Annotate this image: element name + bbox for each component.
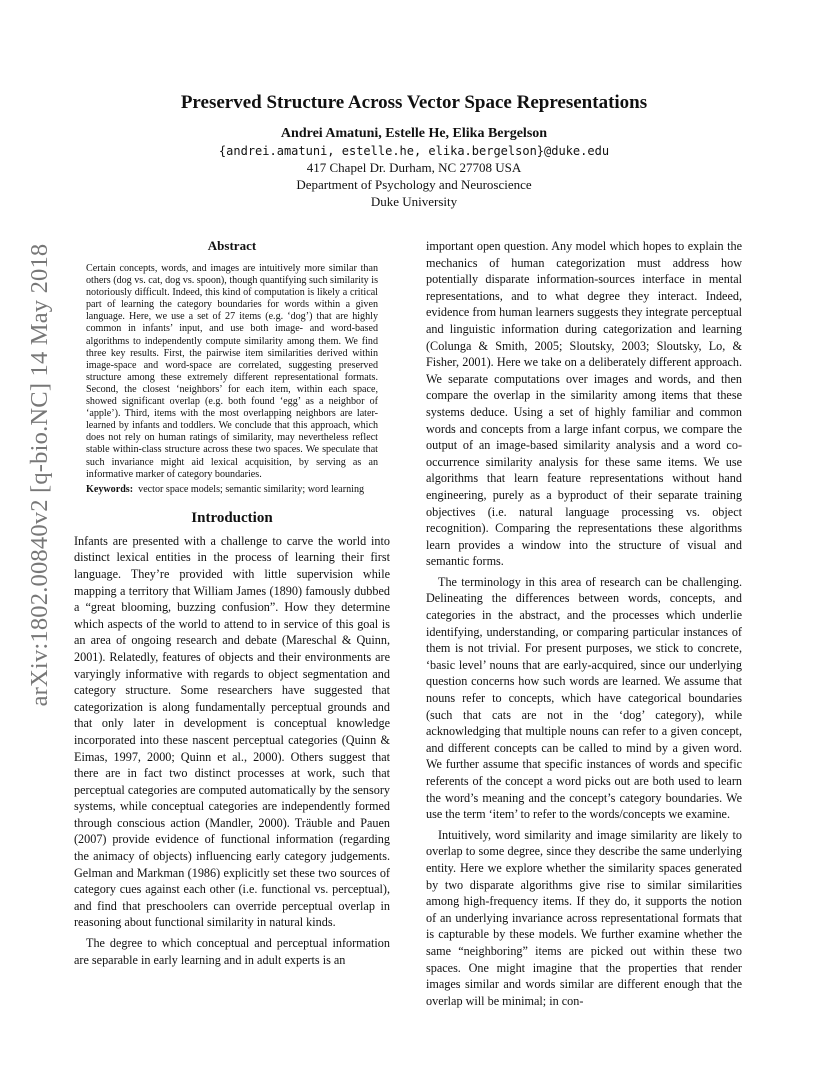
author-list: Andrei Amatuni, Estelle He, Elika Bergelson xyxy=(280,126,548,141)
author-address: 417 Chapel Dr. Durham, NC 27708 USA xyxy=(306,160,522,175)
keywords xyxy=(86,484,378,496)
introduction-paragraph-2-continued: important open question. Any model which hopes to explain the mechanics of human categorization must address how potentially disparate information-sources interface in mental representations, and to what degree they interact. Indeed, evidence from human learners suggests they integrate perceptual and linguistic information during categorization and learning (Colunga & Smith, 2005; Sloutsky, 2003; Sloutsky, Lo, & Fisher, 2001). Here we take on a deliberately different approach. We separate computations over images and words, and then compare the overlap in the similarity among items that these systems deduce. Using a set of highly familiar and common words and concepts from a large infant corpus, we compare the output of an image-based similarity analysis and a word co-occurrence similarity analysis for these same items. We use algorithms that learn feature representations without hand engineering, purely as a byproduct of their separate training objectives (i.e. natural language processing vs. object recognition). Comparing the representations these algorithms learn provides a window into the structure of visual and semantic forms. xyxy=(426,239,742,569)
abstract-heading: Abstract xyxy=(207,238,257,253)
keywords-text: vector space models; semantic similarity; word learning xyxy=(138,483,365,495)
abstract-body: Certain concepts, words, and images are intuitively more similar than others (dog vs. cat, dog vs. spoon), though quantifying such similarity is notoriously difficult. Indeed, this kind of computation is likely a critical part of learning the category boundaries for words within a given language. Here, we use a set of 27 items (e.g. ‘dog’) that are highly common in infants’ input, and use both image- and word-based algorithms to independently compute similarity among them. We find three key results. First, the pairwise item similarities derived within image-space and word-space are correlated, suggesting preserved structure among these extremely different representational formats. Second, the closest ‘neighbors’ for each item, within each space, showed significant overlap (e.g. both found ‘egg’ as a neighbor of ‘apple’). Third, items with the most overlapping neighbors are later-learned by infants and toddlers. We conclude that this approach, which does not rely on human ratings of similarity, may nevertheless reflect stable within-class structure across these two spaces. We speculate that such invariance might aid lexical acquisition, by serving as an informative marker of category boundaries. xyxy=(86,263,378,480)
paper-header xyxy=(74,92,754,211)
arxiv-sidebar xyxy=(22,243,58,707)
introduction-paragraph-4: Intuitively, word similarity and image similarity are likely to overlap to some degree, since they describe the same underlying entity. Here we explore whether the similarity spaces generated by two disparate algorithms give rise to similar similarities among high-frequency items. If they do, it supports the notion of an underlying invariance across representational formats that is capturable by these models. We further examine whether the same “neighboring” items are picked out within these two spaces. One might imagine that the properties that render images similar and words similar are different enough that the overlap will be minimal; in con- xyxy=(426,827,742,1008)
introduction-paragraph-2: The degree to which conceptual and perceptual information are separable in early learning and in adult experts is an xyxy=(74,936,390,967)
introduction-paragraph-1: Infants are presented with a challenge to carve the world into distinct lexical entities in the process of learning their first language. They’re provided with little supervision while mapping a territory that William James (1890) famously dubbed a “great blooming, buzzing confusion”. How they determine which aspects of the world to attend to in service of this goal is an area of ongoing research and debate (Mareschal & Quinn, 2001). Relatedly, features of objects and their environments are varyingly informative with regards to object segmentation and category structure. Some researchers have suggested that categorization is along fundamentally perceptual grounds and that only later in development is conceptual knowledge incorporated into these nascent perceptual categories (Quinn & Eimas, 1997, 2000; Quinn et al., 2000). Others suggest that there are in fact two distinct processes at work, such that perceptual categories are computed automatically by the sensory systems, while conceptual categories are independently formed through conscious action (Mandler, 2000). Träuble and Pauen (2007) provide evidence of functional information (regarding the animacy of objects) influencing early category judgements. Gelman and Markman (1986) explicitly set these two sources of category cues against each other (i.e. functional vs. perceptual), and find that preschoolers can override perceptual overlap in reasoning about functional similarity in natural kinds. xyxy=(74,533,390,930)
introduction-heading: Introduction xyxy=(191,509,273,526)
introduction-paragraph-3: The terminology in this area of research can be challenging. Delineating the differences between words, concepts, and categories in the abstract, and the processes which underlie identifying, understanding, or comparing particular instances of them is not trivial. For present purposes, we stick to concrete, ‘basic level’ nouns that are early-acquired, since our underlying question concerns how such words are learned. We assume that nouns refer to concepts, which have categorical boundaries (such that cats are not in the ‘dog’ category), while acknowledging that multiple nouns can refer to a given concept, and different concepts can be called to mind by a given word. We further assume that specific instances of words and specific referents of the concept a word picks out are both used to learn the word’s meaning and the concept’s category boundaries. We use the term ‘item’ to refer to the words/concepts we examine. xyxy=(426,574,742,822)
author-emails: {andrei.amatuni, estelle.he, elika.bergelson}@duke.edu xyxy=(218,144,610,158)
right-column xyxy=(426,238,742,1009)
paper-title: Preserved Structure Across Vector Space Representations xyxy=(180,92,648,113)
author-university: Duke University xyxy=(370,194,458,209)
keywords-label: Keywords: xyxy=(86,483,134,495)
arxiv-identifier: arXiv:1802.00840v2 [q-bio.NC] 14 May 2018 xyxy=(26,243,53,707)
author-department: Department of Psychology and Neuroscience xyxy=(296,177,532,192)
left-column xyxy=(74,238,390,968)
